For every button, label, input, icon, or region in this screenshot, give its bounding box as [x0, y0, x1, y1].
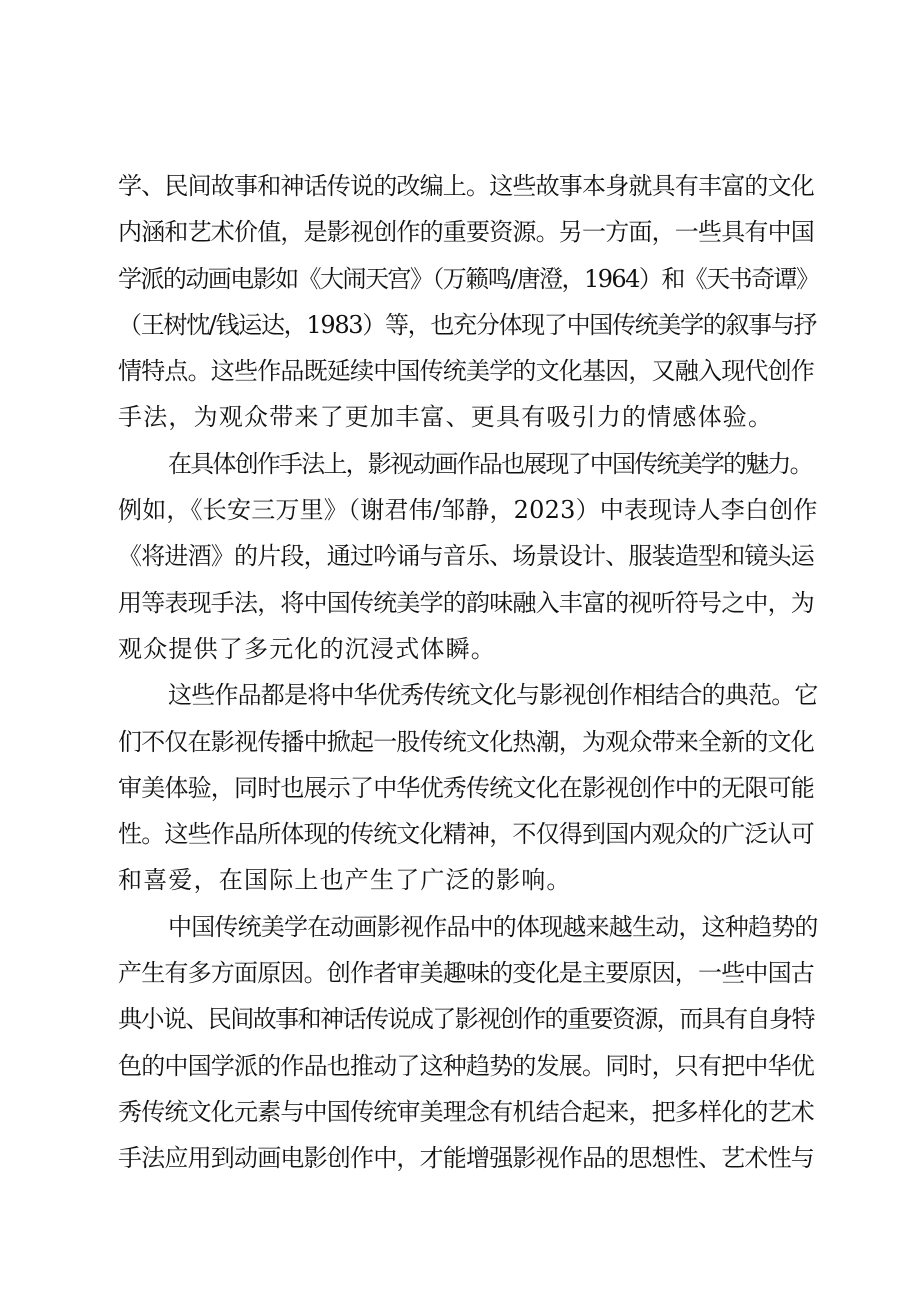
- text-line: （王树忱/钱运达，1983）等，也充分体现了中国传统美学的叙事与抒: [118, 310, 817, 339]
- text-line: 和喜爱，在国际上也产生了广泛的影响。: [118, 866, 572, 895]
- text-line: 手法应用到动画电影创作中，才能增强影视作品的思想性、艺术性与: [118, 1144, 814, 1173]
- text-line: 性。这些作品所体现的传统文化精神，不仅得到国内观众的广泛认可: [118, 820, 814, 849]
- text-line: 学派的动画电影如《大闹天宫》（万籁鸣/唐澄，1964）和《天书奇谭》: [118, 264, 819, 293]
- paragraph-first-line: 这些作品都是将中华优秀传统文化与影视创作相结合的典范。它: [168, 681, 818, 710]
- body-text: [118, 163, 818, 1182]
- text-line: 手法，为观众带来了更加丰富、更具有吸引力的情感体验。: [118, 403, 774, 432]
- text-line: 色的中国学派的作品也推动了这种趋势的发展。同时，只有把中华优: [118, 1051, 814, 1080]
- text-line: 例如，《长安三万里》（谢君伟/邹静，2023）中表现诗人李白创作: [118, 496, 818, 525]
- text-line: 典小说、民间故事和神话传说成了影视创作的重要资源，而具有自身特: [118, 1005, 814, 1034]
- text-line: 审美体验，同时也展示了中华优秀传统文化在影视创作中的无限可能: [118, 773, 814, 802]
- text-line: 内涵和艺术价值，是影视创作的重要资源。另一方面，一些具有中国: [118, 218, 814, 247]
- text-line: 学、民间故事和神话传说的改编上。这些故事本身就具有丰富的文化: [118, 172, 814, 200]
- text-line: 们不仅在影视传播中掀起一股传统文化热潮，为观众带来全新的文化: [118, 727, 814, 756]
- text-line: 产生有多方面原因。创作者审美趣味的变化是主要原因，一些中国古: [118, 959, 814, 988]
- text-line: 观众提供了多元化的沉浸式体瞬。: [118, 634, 496, 663]
- text-line: 情特点。这些作品既延续中国传统美学的文化基因，又融入现代创作: [118, 357, 814, 386]
- paragraph-first-line: 在具体创作手法上，影视动画作品也展现了中国传统美学的魅力。: [168, 449, 812, 478]
- text-line: 《将进酒》的片段，通过吟诵与音乐、场景设计、服装造型和镜头运: [118, 542, 814, 571]
- paragraph-first-line: 中国传统美学在动画影视作品中的体现越来越生动，这种趋势的: [168, 912, 818, 941]
- text-line: 用等表现手法，将中国传统美学的韵味融入丰富的视听符号之中，为: [118, 588, 814, 617]
- text-line: 秀传统文化元素与中国传统审美理念有机结合起来，把多样化的艺术: [118, 1097, 814, 1126]
